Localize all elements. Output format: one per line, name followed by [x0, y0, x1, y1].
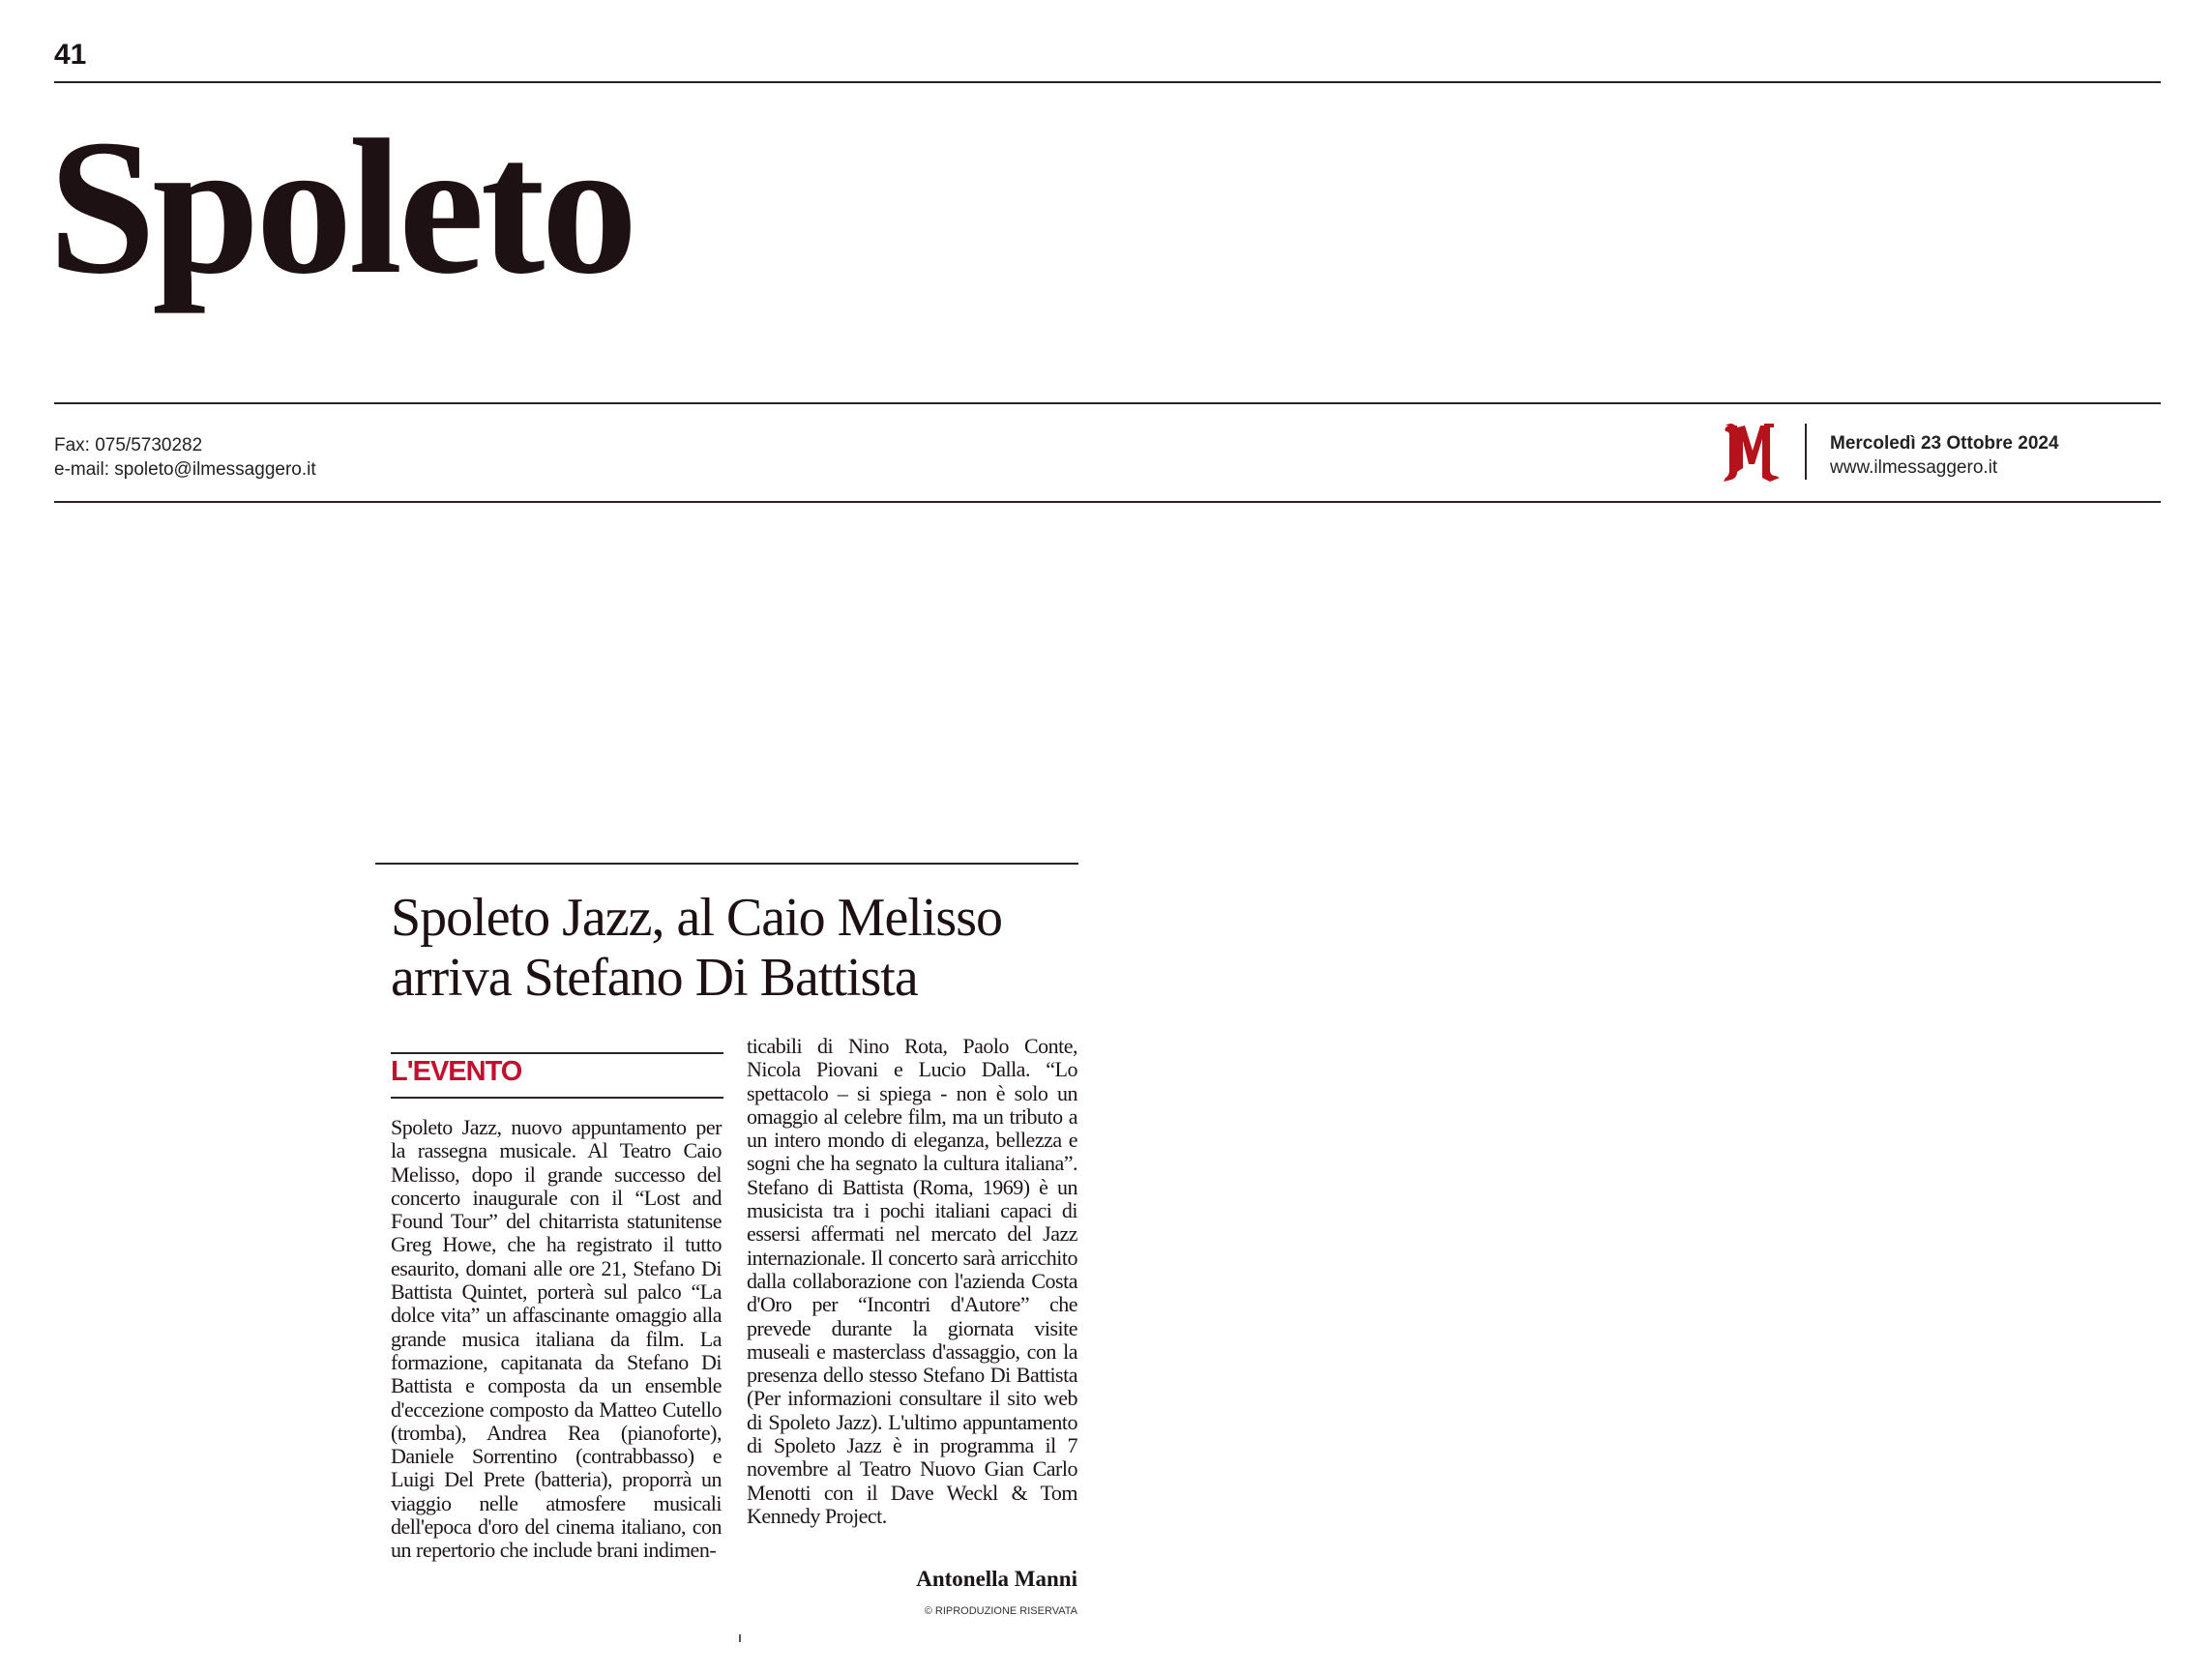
fax-number: Fax: 075/5730282 — [54, 435, 203, 455]
kicker-top-rule — [391, 1052, 723, 1054]
issue-date: Mercoledì 23 Ottobre 2024 — [1830, 433, 2059, 454]
article-author: Antonella Manni — [916, 1567, 1077, 1591]
header-middle-rule — [54, 402, 2161, 404]
kicker-label: L'EVENTO — [391, 1056, 522, 1087]
website-link[interactable]: www.ilmessaggero.it — [1830, 457, 1998, 478]
email-address[interactable]: e-mail: spoleto@ilmessaggero.it — [54, 459, 316, 480]
headline-line-2: arriva Stefano Di Battista — [391, 948, 918, 1008]
section-title: Spoleto — [48, 101, 634, 314]
page-number: 41 — [54, 39, 87, 71]
masthead-divider — [1805, 424, 1807, 480]
article-column-1: Spoleto Jazz, nuovo appuntamento per la rassegna musicale. Al Teatro Caio Melisso, dopo il grande successo del concerto inaugurale con il “Lost and Found Tour” del chitarrista statunitense Greg Howe, che ha registrato il tutto esaurito, domani alle ore 21, Stefano Di Battista Quintet, porterà sul palco “La dolce vita” un affascinante omaggio alla grande musica italiana da film. La formazione, capitanata da Stefano Di Battista e composta da un ensemble d'eccezione composto da Matteo Cutello (tromba), Andrea Rea (pianoforte), Daniele Sorrentino (contrabbasso) e Luigi Del Prete (batteria), proporrà un viaggio nelle atmosfere musicali dell'epoca d'oro del cinema italiano, con un repertorio che include brani indimen- — [391, 1115, 722, 1563]
contacts-block — [54, 433, 316, 482]
headline-line-1: Spoleto Jazz, al Caio Melisso — [391, 888, 1003, 948]
article-top-rule — [375, 863, 1078, 865]
date-block — [1830, 431, 2059, 480]
header-top-rule — [54, 81, 2161, 83]
page-tick-mark — [739, 1634, 741, 1642]
article-column-2: ticabili di Nino Rota, Paolo Conte, Nicola Piovani e Lucio Dalla. “Lo spettacolo – si spiega - non è solo un omaggio al celebre film, ma un tributo a un intero mondo di eleganza, bellezza e sogni che ha segnato la cultura italiana”. Stefano di Battista (Roma, 1969) è un musicista tra i pochi italiani capaci di essersi affermati nel mercato del Jazz internazionale. Il concerto sarà arricchito dalla collaborazione con l'azienda Costa d'Oro per “Incontri d'Autore” che prevede durante la giornata visite museali e masterclass d'assaggio, con la presenza dello stesso Stefano Di Battista (Per informazioni consultare il sito web di Spoleto Jazz). L'ultimo appuntamento di Spoleto Jazz è in programma il 7 novembre al Teatro Nuovo Gian Carlo Menotti con il Dave Weckl & Tom Kennedy Project. — [747, 1034, 1077, 1528]
il-messaggero-m-logo-icon — [1722, 422, 1782, 484]
article-headline — [391, 888, 1087, 1008]
copyright-notice: © RIPRODUZIONE RISERVATA — [924, 1605, 1077, 1617]
header-bottom-rule — [54, 501, 2161, 503]
kicker-bottom-rule — [391, 1097, 723, 1099]
